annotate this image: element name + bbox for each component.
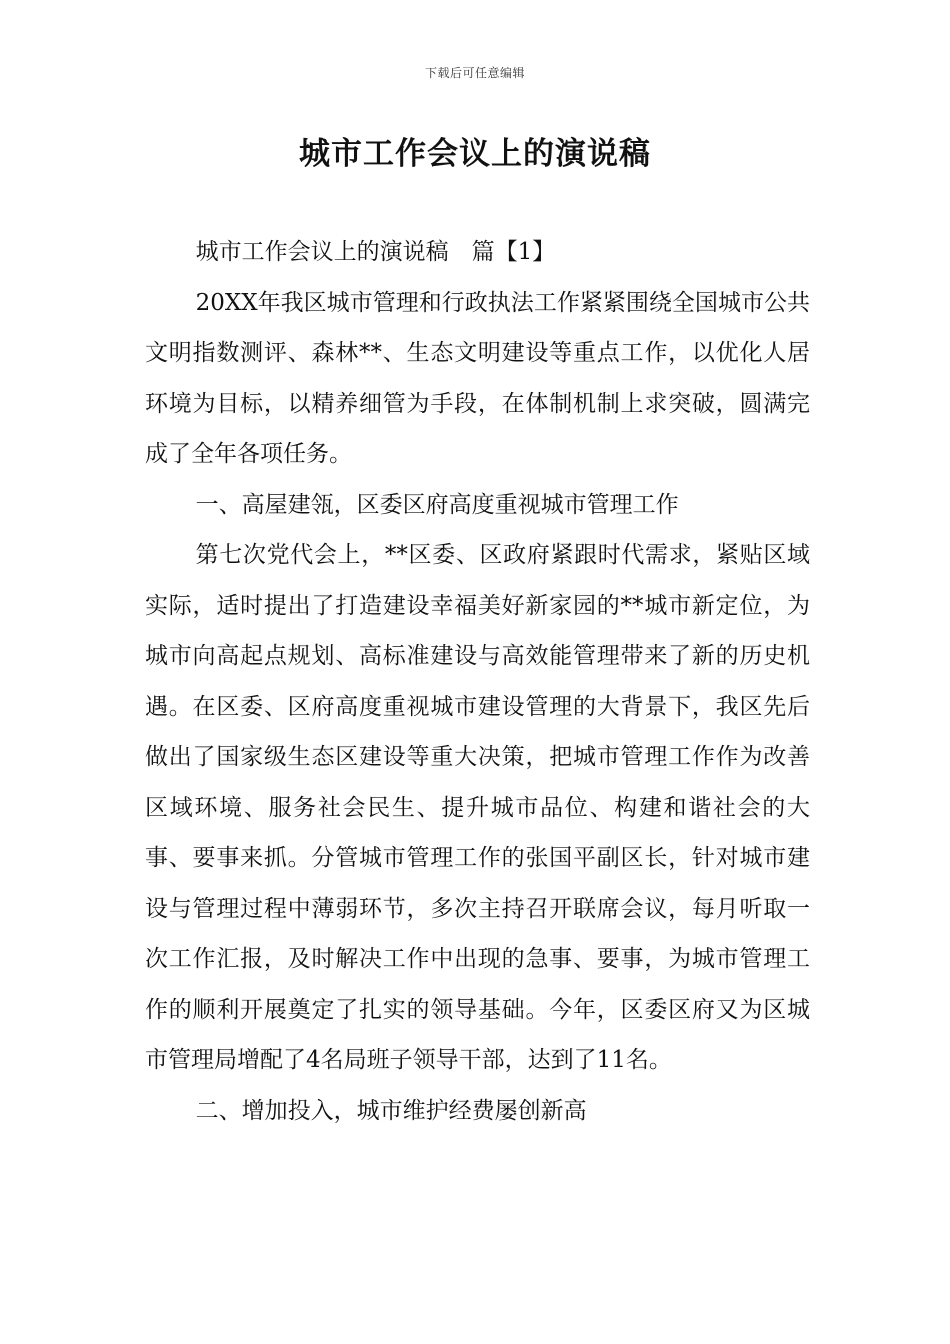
paragraph-section-1: 第七次党代会上，**区委、区政府紧跟时代需求，紧贴区域实际，适时提出了打造建设幸福美好新家园的**城市新定位，为城市向高起点规划、高标准建设与高效能管理带来了新的历史机遇。在区委、区府高度重视城市建设管理的大背景下，我区先后做出了国家级生态区建设等重大决策，把城市管理工作作为改善区域环境、服务社会民生、提升城市品位、构建和谐社会的大事、要事来抓。分管城市管理工作的张国平副区长，针对城市建设与管理过程中薄弱环节，多次主持召开联席会议，每月听取一次工作汇报，及时解决工作中出现的急事、要事，为城市管理工作的顺利开展奠定了扎实的领导基础。今年，区委区府又为区城市管理局增配了4名局班子领导干部，达到了11名。 xyxy=(145,542,810,1073)
section-heading-2: 二、增加投入，城市维护经费屡创新高 xyxy=(195,1097,587,1124)
paragraph-intro: 20XX年我区城市管理和行政执法工作紧紧围绕全国城市公共文明指数测评、森林**、生态文明建设等重点工作，以优化人居环境为目标，以精养细管为手段，在体制机制上求突破，圆满完成了全年各项任务。 xyxy=(145,289,810,467)
document-title: 城市工作会议上的演说稿 xyxy=(299,136,651,172)
document-body xyxy=(145,227,810,1136)
section-heading-1: 一、高屋建瓴，区委区府高度重视城市管理工作 xyxy=(195,491,679,518)
document-subtitle: 城市工作会议上的演说稿 篇【1】 xyxy=(195,239,556,265)
page-header-note: 下载后可任意编辑 xyxy=(424,66,525,80)
